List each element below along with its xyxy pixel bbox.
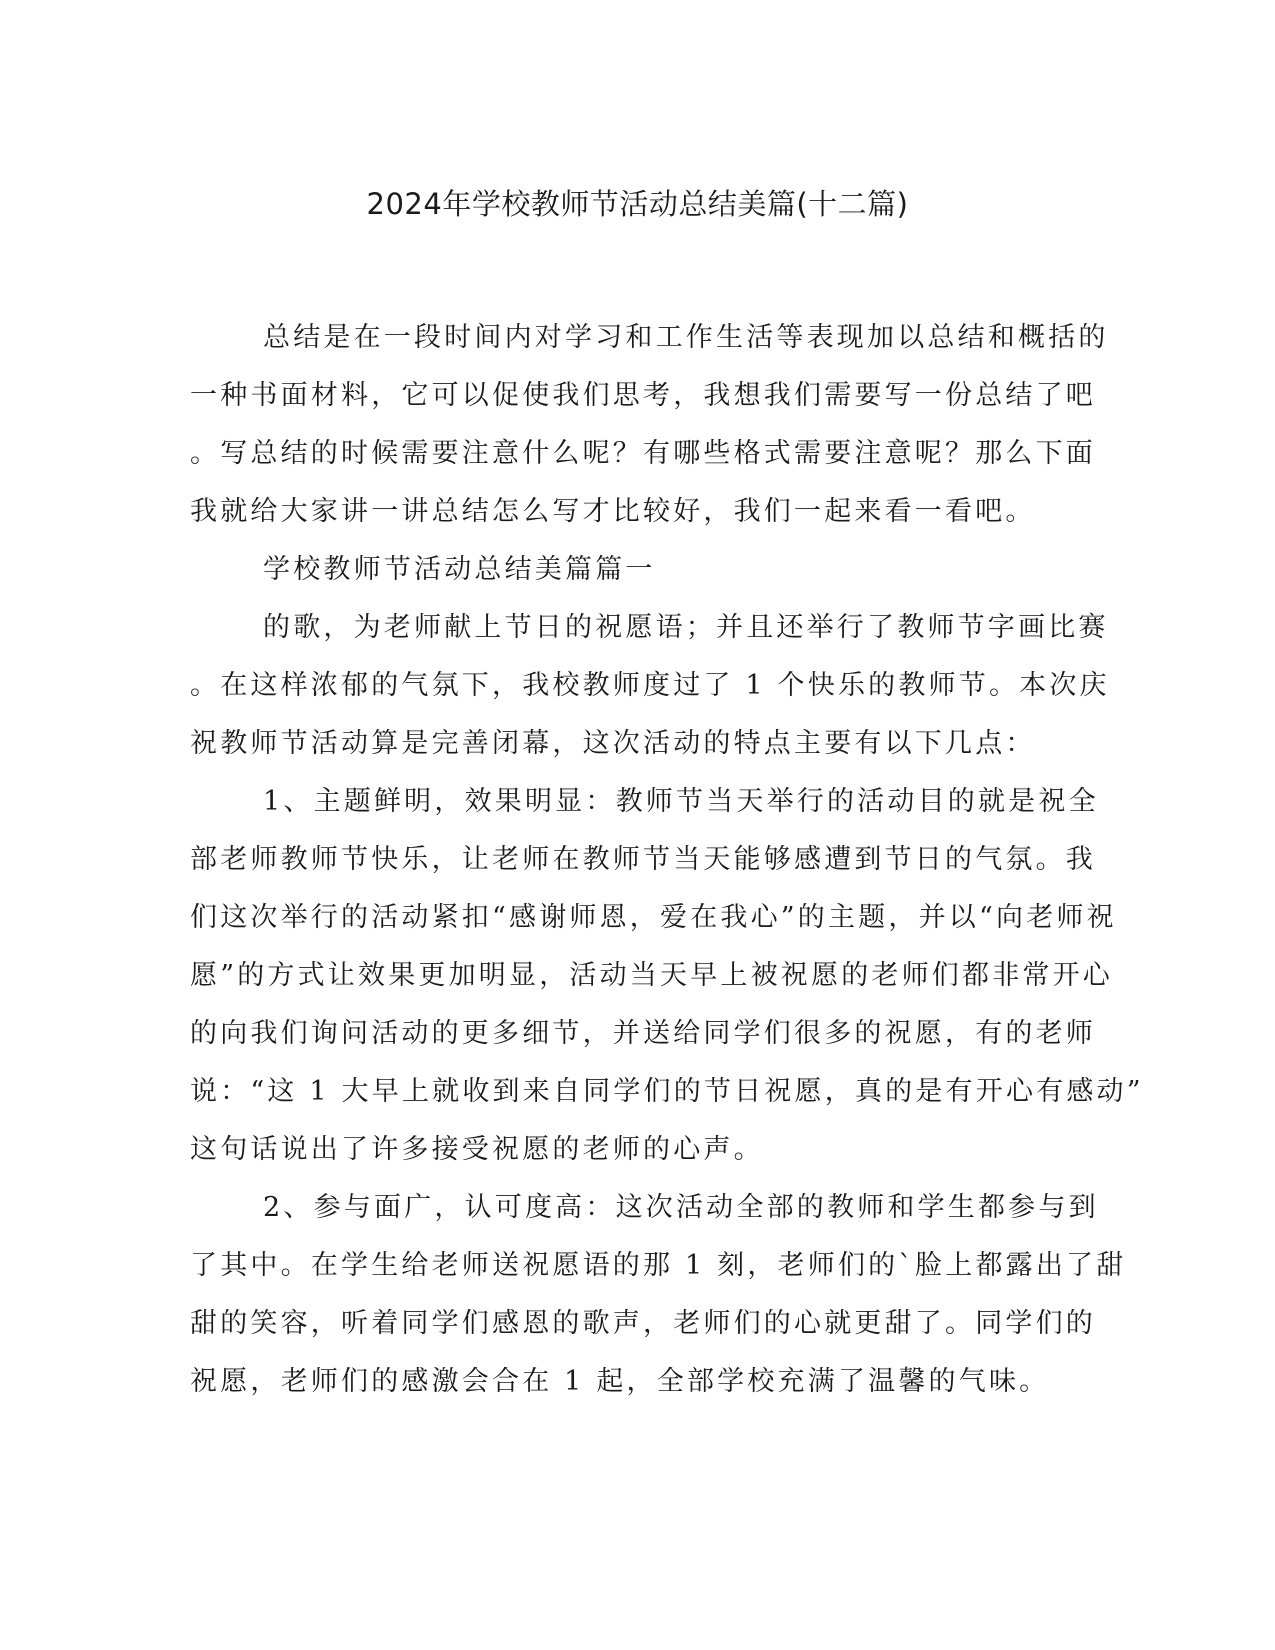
paragraph-line: 祝教师节活动算是完善闭幕，这次活动的特点主要有以下几点：: [190, 728, 1036, 759]
paragraph-line: 甜的笑容，听着同学们感恩的歌声，老师们的心就更甜了。同学们的: [190, 1308, 1096, 1339]
paragraph-line: 愿”的方式让效果更加明显，活动当天早上被祝愿的老师们都非常开心: [190, 960, 1114, 991]
paragraph-line: 祝愿，老师们的感激会合在 1 起，全部学校充满了温馨的气味。: [190, 1366, 1050, 1397]
paragraph-line: 这句话说出了许多接受祝愿的老师的心声。: [190, 1134, 764, 1165]
paragraph-line: 2、参与面广，认可度高：这次活动全部的教师和学生都参与到: [263, 1192, 1099, 1223]
paragraph-line: 1、主题鲜明，效果明显：教师节当天举行的活动目的就是祝全: [263, 786, 1099, 817]
paragraph-line: 总结是在一段时间内对学习和工作生活等表现加以总结和概括的: [263, 322, 1109, 353]
paragraph-line: 了其中。在学生给老师送祝愿语的那 1 刻，老师们的`脸上都露出了甜: [190, 1250, 1127, 1281]
paragraph-line: 。在这样浓郁的气氛下，我校教师度过了 1 个快乐的教师节。本次庆: [190, 670, 1110, 701]
paragraph-line: 的歌，为老师献上节日的祝愿语；并且还举行了教师节字画比赛: [263, 612, 1109, 643]
paragraph-line: 说：“这 1 大早上就收到来自同学们的节日祝愿，真的是有开心有感动”: [190, 1076, 1144, 1107]
section-heading: 学校教师节活动总结美篇篇一: [263, 554, 656, 585]
paragraph-line: 部老师教师节快乐，让老师在教师节当天能够感遭到节日的气氛。我: [190, 844, 1096, 875]
paragraph-line: 一种书面材料，它可以促使我们思考，我想我们需要写一份总结了吧: [190, 380, 1096, 411]
paragraph-line: 。写总结的时候需要注意什么呢？有哪些格式需要注意呢？那么下面: [190, 438, 1096, 469]
paragraph-line: 们这次举行的活动紧扣“感谢师恩，爱在我心”的主题，并以“向老师祝: [190, 902, 1117, 933]
document-title: 2024年学校教师节活动总结美篇(十二篇): [366, 187, 909, 221]
paragraph-line: 的向我们询问活动的更多细节，并送给同学们很多的祝愿，有的老师: [190, 1018, 1096, 1049]
paragraph-line: 我就给大家讲一讲总结怎么写才比较好，我们一起来看一看吧。: [190, 496, 1036, 527]
